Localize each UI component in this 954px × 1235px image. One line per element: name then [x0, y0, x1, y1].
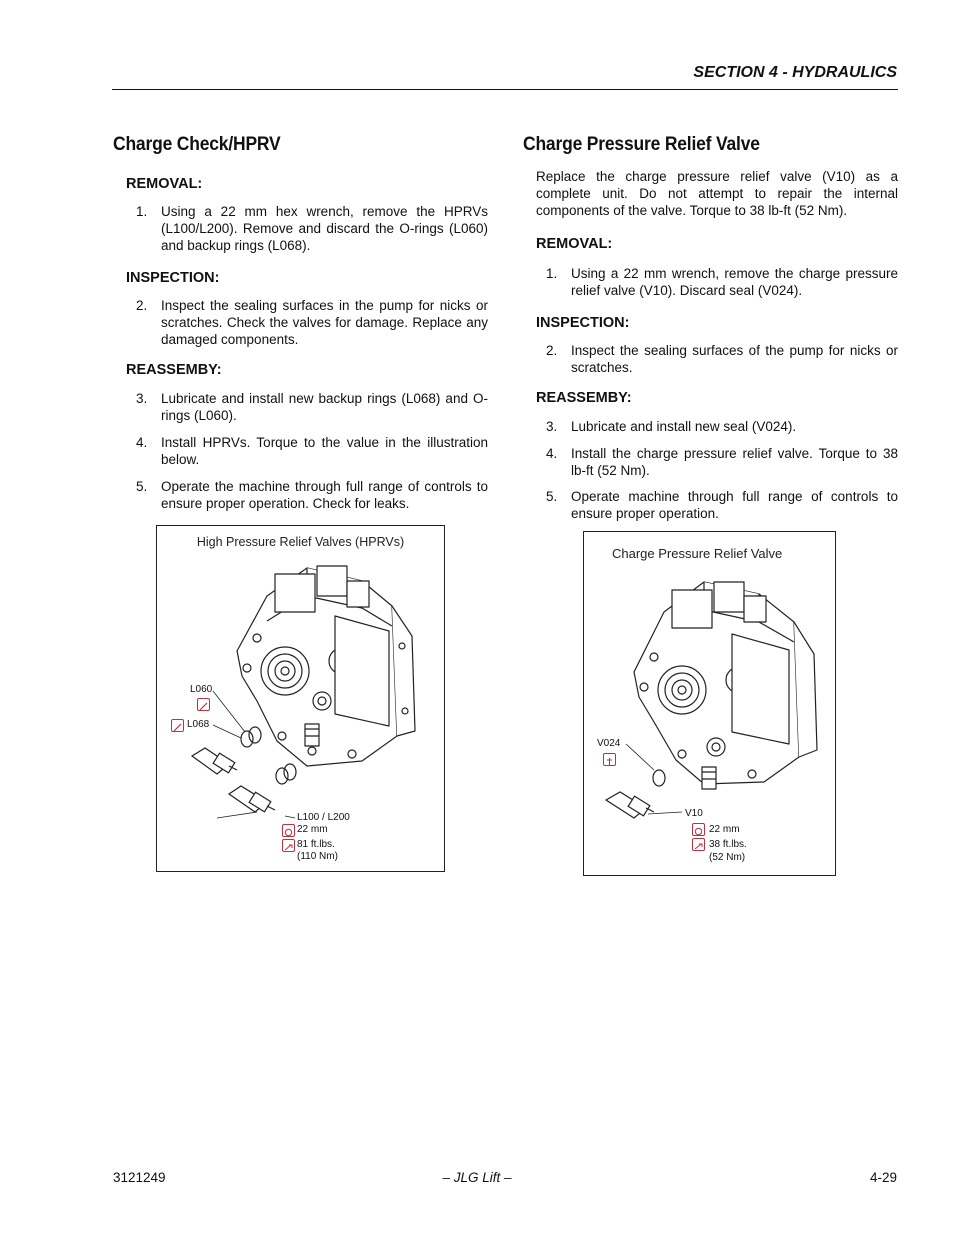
list-item-number: 4. [546, 446, 558, 461]
torque-wrench-icon [692, 838, 705, 851]
right-section-title: Charge Pressure Relief Valve [523, 134, 760, 155]
left-section-title: Charge Check/HPRV [113, 134, 281, 155]
list-item-number: 5. [546, 489, 558, 504]
callout-v024: V024 [597, 738, 621, 749]
list-item [136, 297, 488, 349]
torque-value: 38 ft.lbs. [709, 839, 747, 850]
list-item [136, 434, 488, 468]
list-item-text: Lubricate and install new seal (V024). [571, 419, 797, 434]
list-item [546, 445, 898, 479]
left-reassembly-heading: REASSEMBY: [126, 362, 222, 378]
list-item [136, 390, 488, 424]
right-reassembly-heading: REASSEMBY: [536, 390, 632, 406]
list-item-text: Operate the machine through full range of controls to ensure proper operation. Check for leaks. [161, 479, 488, 512]
torque-value-metric: (110 Nm) [297, 851, 338, 862]
hex-wrench-icon [282, 824, 295, 837]
list-item-number: 5. [136, 479, 148, 494]
replace-part-icon [603, 753, 616, 766]
list-item-number: 1. [546, 266, 558, 281]
torque-value-metric: (52 Nm) [709, 852, 746, 863]
list-item-text: Lubricate and install new backup rings (L068) and O-rings (L060). [161, 391, 488, 424]
list-item [546, 342, 898, 376]
list-item [546, 418, 898, 435]
list-item-number: 2. [136, 298, 148, 313]
list-item-text: Using a 22 mm wrench, remove the charge pressure relief valve (V10). Discard seal (V024). [571, 266, 898, 299]
doc-number: 3121249 [113, 1170, 166, 1185]
list-item [546, 488, 898, 522]
callout-l068: L068 [187, 719, 210, 730]
torque-value: 81 ft.lbs. [297, 839, 335, 850]
intro-paragraph: Replace the charge pressure relief valve (V10) as a complete unit. Do not attempt to repair the internal components of the valve. Torque to 38 lb-ft (52 Nm). [536, 169, 898, 219]
torque-wrench-icon [282, 839, 295, 852]
list-item [546, 265, 898, 299]
charge-relief-figure [583, 531, 836, 876]
section-header: SECTION 4 - HYDRAULICS [693, 64, 897, 81]
header-rule [112, 89, 898, 90]
footer-center: – JLG Lift – [442, 1170, 512, 1185]
callout-part: L100 / L200 [297, 812, 350, 823]
wrench-size: 22 mm [297, 824, 328, 835]
right-removal-heading: REMOVAL: [536, 236, 613, 252]
left-removal-heading: REMOVAL: [126, 176, 203, 192]
backup-ring-icon [171, 719, 184, 732]
figure-caption: Charge Pressure Relief Valve [612, 546, 783, 561]
list-item [136, 203, 488, 255]
o-ring-icon [197, 698, 210, 711]
list-item-number: 1. [136, 204, 148, 219]
left-inspection-heading: INSPECTION: [126, 270, 220, 286]
list-item-text: Operate machine through full range of controls to ensure proper operation. [571, 489, 898, 522]
list-item-text: Install the charge pressure relief valve. Torque to 38 lb-ft (52 Nm). [571, 446, 898, 479]
hex-wrench-icon [692, 823, 705, 836]
callout-v10: V10 [685, 808, 703, 819]
list-item-number: 4. [136, 435, 148, 450]
list-item-text: Using a 22 mm hex wrench, remove the HPRVs (L100/L200). Remove and discard the O-rings (L060) and backup rings (L068). [161, 204, 488, 254]
wrench-size: 22 mm [709, 824, 740, 835]
page-number: 4-29 [869, 1170, 897, 1185]
list-item-number: 2. [546, 343, 558, 358]
figure-caption: High Pressure Relief Valves (HPRVs) [196, 535, 405, 549]
list-item-text: Install HPRVs. Torque to the value in the illustration below. [161, 435, 488, 468]
list-item-number: 3. [136, 391, 148, 406]
callout-l060: L060 [190, 684, 213, 695]
hprv-figure [156, 525, 445, 872]
list-item [136, 478, 488, 512]
right-inspection-heading: INSPECTION: [536, 315, 630, 331]
list-item-text: Inspect the sealing surfaces in the pump for nicks or scratches. Check the valves for damage. Replace any damaged components. [161, 298, 488, 348]
list-item-text: Inspect the sealing surfaces of the pump for nicks or scratches. [571, 343, 898, 376]
list-item-number: 3. [546, 419, 558, 434]
